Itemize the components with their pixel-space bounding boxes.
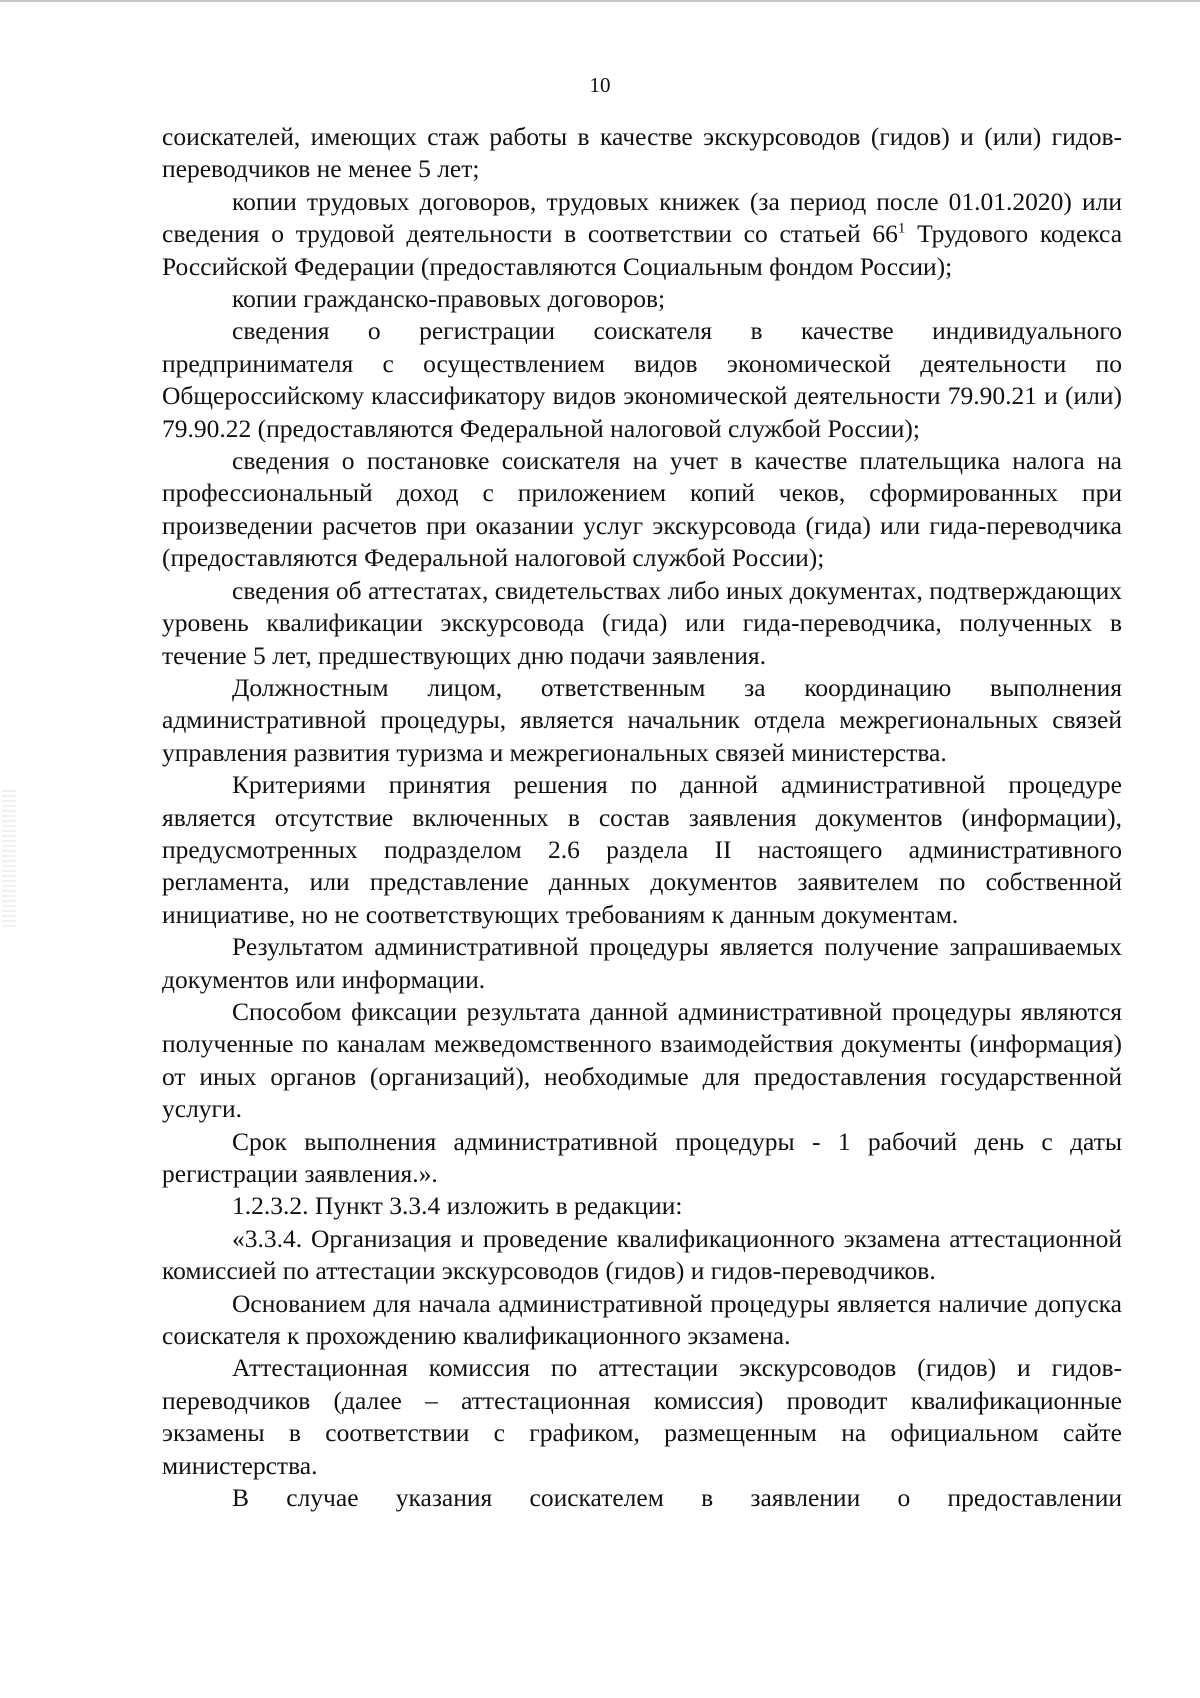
paragraph: Аттестационная комиссия по аттестации экскурсоводов (гидов) и гидов-переводчиков (далее – аттестационная комиссия) проводит квалификационные экзамены в соответствии с графиком, размещенным на официальном сайте министерства.: [162, 1353, 1122, 1480]
page-number: 10: [589, 73, 611, 97]
document-body: [162, 121, 1122, 1514]
paragraph: «3.3.4. Организация и проведение квалификационного экзамена аттестационной комиссией по аттестации экскурсоводов (гидов) и гидов-переводчиков.: [162, 1223, 1122, 1286]
paragraph: сведения о постановке соискателя на учет в качестве плательщика налога на профессиональный доход с приложением копий чеков, сформированных при произведении расчетов при оказании услуг экскурсовода (гида) или гида-переводчика (предоставляются Федеральной налоговой службой России);: [162, 446, 1122, 573]
paragraph-text: Трудового: [905, 219, 1029, 249]
paragraph: В случае указания соискателем в заявлении о предоставлении: [232, 1483, 1122, 1513]
scan-edge: [0, 0, 1200, 2]
paragraph: копии гражданско-правовых договоров;: [232, 284, 666, 314]
paragraph: соискателей, имеющих стаж работы в качестве экскурсоводов (гидов) и (или) гидов-переводчиков не менее 5 лет;: [162, 122, 1122, 184]
scan-artifact: [2, 790, 16, 930]
paragraph-text: кодекса Российской Федерации (предоставляются Социальным фондом России);: [162, 219, 1123, 281]
paragraph: Критериями принятия решения по данной административной процедуре является отсутствие включенных в состав заявления документов (информации), предусмотренных подразделом 2.6 раздела II настоящего административного регламента, или представление данных документов заявителем по собственной инициативе, но не соответствующих требованиям к данным документам.: [162, 770, 1122, 929]
paragraph: 1.2.3.2. Пункт 3.3.4 изложить в редакции:: [232, 1191, 683, 1221]
footnote-mark: 1: [897, 220, 906, 237]
paragraph: [162, 186, 1122, 283]
paragraph: Срок выполнения административной процедуры - 1 рабочий день с даты регистрации заявления.».: [162, 1126, 1122, 1188]
paragraph: сведения о регистрации соискателя в качестве индивидуального предпринимателя с осуществлением видов экономической деятельности по Общероссийскому классификатору видов экономической деятельности 79.90.21 и (или) 79.90.22 (предоставляются Федеральной налоговой службой России);: [162, 316, 1122, 443]
paragraph: сведения об аттестатах, свидетельствах либо иных документах, подтверждающих уровень квалификации экскурсовода (гида) или гида-переводчика, полученных в течение 5 лет, предшествующих дню подачи заявления.: [162, 575, 1122, 670]
paragraph: Способом фиксации результата данной административной процедуры являются полученные по каналам межведомственного взаимодействия документы (информация) от иных органов (организаций), необходимые для предоставления государственной услуги.: [162, 996, 1122, 1124]
paragraph: Результатом административной процедуры является получение запрашиваемых документов или информации.: [162, 932, 1122, 994]
paragraph: Должностным лицом, ответственным за координацию выполнения административной процедуры, является начальник отдела межрегиональных связей управления развития туризма и межрегиональных связей министерства.: [162, 672, 1122, 767]
paragraph-text: копии трудовых договоров, трудовых книжек (за период после 01.01.2020) или сведения о трудовой деятельности в соответствии со статьей 66: [162, 186, 1122, 249]
paragraph: Основанием для начала административной процедуры является наличие допуска соискателя к прохождению квалификационного экзамена.: [162, 1288, 1122, 1351]
